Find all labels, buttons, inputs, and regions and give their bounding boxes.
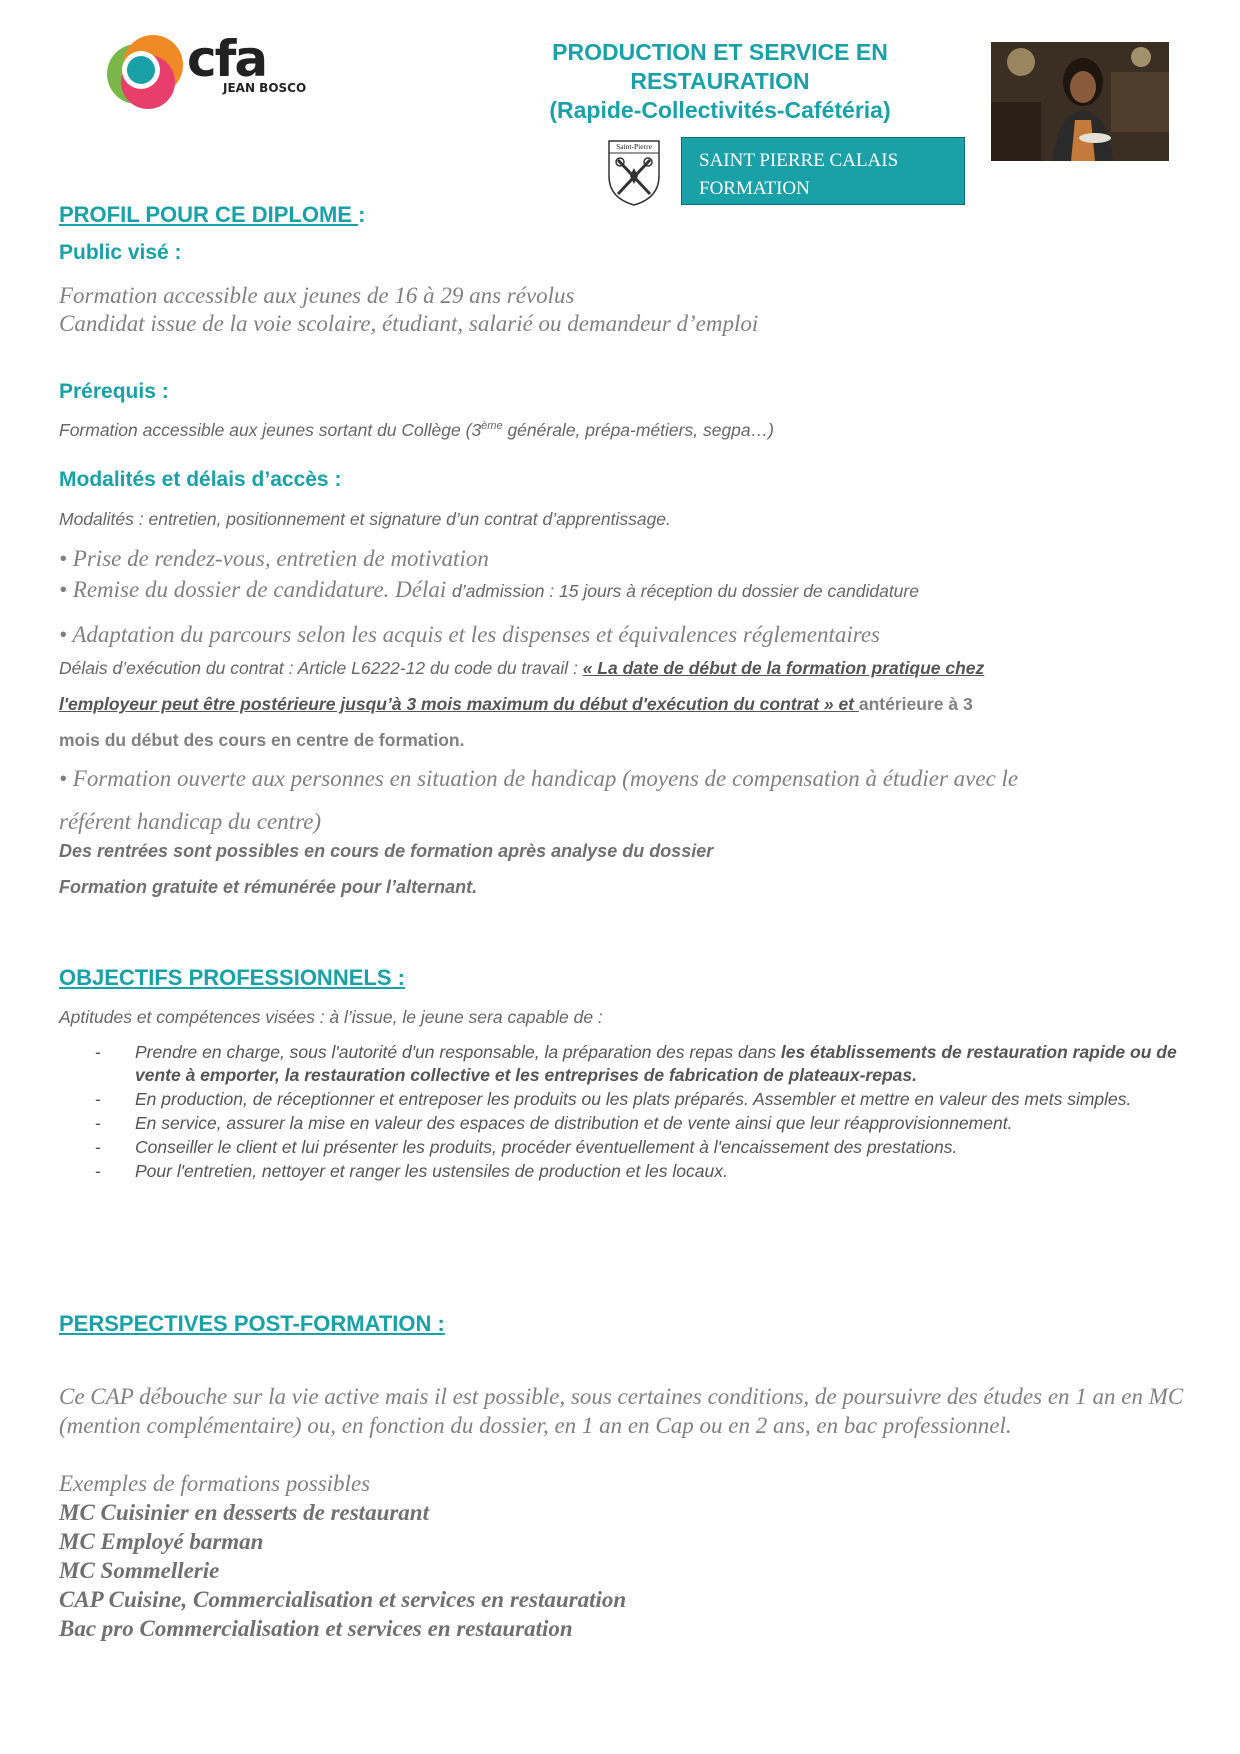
crest-label: Saint-Pierre [616, 142, 652, 151]
saint-pierre-crest [606, 138, 662, 208]
section-heading-profil: PROFIL POUR CE DIPLOME : [59, 202, 366, 227]
list-item: - Prendre en charge, sous l'autorité d'un responsable, la préparation des repas dans les établissements de restauration rapide ou de vente à emporter, la restauration collective et les entreprises de fabrication de plateaux-repas. [95, 1042, 1177, 1085]
cfa-logo [105, 32, 320, 112]
delais-line-3: mois du début des cours en centre de formation. [59, 730, 465, 750]
list-item: MC Employé barman [59, 1529, 264, 1554]
modalites-text: Modalités : entretien, positionnement et signature d’un contrat d’apprentissage. [59, 509, 671, 529]
bullet-rendez-vous: • Prise de rendez-vous, entretien de motivation [59, 546, 489, 571]
saint-pierre-formation-box [681, 137, 965, 205]
title-line-3: (Rapide-Collectivités-Cafétéria) [549, 97, 891, 123]
public-line-2: Candidat issue de la voie scolaire, étudiant, salarié ou demandeur d’emploi [59, 311, 759, 336]
photo-illustration [991, 42, 1169, 161]
public-vise-text [59, 282, 758, 338]
prereq-superscript: ème [481, 420, 503, 433]
exemples-label: Exemples de formations possibles [59, 1471, 371, 1496]
gratuite-text: Formation gratuite et rémunérée pour l’alternant. [59, 877, 478, 897]
list-item: - Pour l'entretien, nettoyer et ranger les ustensiles de production et les locaux. [95, 1161, 728, 1181]
page-title [500, 38, 940, 125]
list-item: CAP Cuisine, Commercialisation et services en restauration [59, 1587, 627, 1612]
prerequis-text: Formation accessible aux jeunes sortant du Collège (3ème générale, prépa-métiers, segpa…) [59, 420, 774, 440]
bullet-dossier-sans: d’admission : 15 jours à réception du dossier de candidature [452, 581, 919, 601]
list-item: Bac pro Commercialisation et services en restauration [59, 1616, 573, 1641]
perspectives-paragraph: Ce CAP débouche sur la vie active mais il est possible, sous certaines conditions, de poursuivre des études en 1 an en MC (mention complémentaire) ou, en fonction du dossier, en 1 an en Cap ou en 2 ans, en bac professionnel. [59, 1384, 1184, 1438]
section-heading-perspectives: PERSPECTIVES POST-FORMATION : [59, 1311, 445, 1336]
list-item: MC Cuisinier en desserts de restaurant [59, 1500, 429, 1525]
profil-heading-colon: : [358, 202, 366, 227]
title-line-2: RESTAURATION [630, 68, 810, 94]
logo-subtitle: JEAN BOSCO [223, 81, 307, 95]
list-item: - Conseiller le client et lui présenter les produits, procéder éventuellement à l'encaissement des prestations. [95, 1137, 958, 1157]
delais-quote-2: l'employeur peut être postérieure jusqu’à 3 mois maximum du début d'exécution du contrat » et [59, 694, 859, 714]
box-line-1: SAINT PIERRE CALAIS [699, 150, 899, 171]
objectifs-intro: Aptitudes et compétences visées : à l’issue, le jeune sera capable de : [59, 1007, 603, 1027]
item1-bold: les établissements de restauration rapide ou de vente à emporter, la restauration collective et les entreprises de fabrication de plateaux-repas. [135, 1042, 1177, 1085]
handicap-line-2: référent handicap du centre) [59, 809, 322, 834]
section-heading-objectifs: OBJECTIFS PROFESSIONNELS : [59, 965, 405, 990]
rentrees-text: Des rentrées sont possibles en cours de formation après analyse du dossier [59, 841, 714, 861]
objectifs-list [95, 1041, 1185, 1184]
public-line-1: Formation accessible aux jeunes de 16 à 29 ans révolus [59, 283, 575, 308]
modalites-heading: Modalités et délais d’accès : [59, 468, 342, 491]
list-item: - En service, assurer la mise en valeur des espaces de distribution et de vente ainsi que leur réapprovisionnement. [95, 1113, 1013, 1133]
logo-brand-text: cfa [187, 30, 267, 88]
bullet-dossier [59, 577, 919, 603]
public-vise-heading: Public visé : [59, 241, 182, 264]
delais-suffix: antérieure à 3 [858, 694, 973, 714]
handicap-line-1: • Formation ouverte aux personnes en situation de handicap (moyens de compensation à étudier avec le [59, 766, 1019, 791]
prerequis-heading: Prérequis : [59, 380, 169, 403]
delais-quote-1: « La date de début de la formation pratique chez [582, 658, 985, 678]
prereq-post: générale, prépa-métiers, segpa…) [502, 420, 774, 440]
list-item: MC Sommellerie [59, 1558, 220, 1583]
formations-list [59, 1498, 626, 1643]
bullet-dossier-serif: • Remise du dossier de candidature. Délai [59, 577, 453, 602]
delais-execution [59, 650, 1189, 758]
handicap-text [59, 757, 1018, 843]
list-item: - En production, de réceptionner et entreposer les produits ou les plats préparés. Assembler et mettre en valeur des mets simples. [95, 1089, 1132, 1109]
bullet-adaptation: • Adaptation du parcours selon les acquis et les dispenses et équivalences réglementaires [59, 622, 881, 647]
waitress-photo [991, 42, 1169, 161]
box-line-2: FORMATION [699, 178, 810, 199]
delais-prefix: Délais d’exécution du contrat : Article L6222-12 du code du travail : [59, 658, 583, 678]
title-line-1: PRODUCTION ET SERVICE EN [552, 39, 888, 65]
